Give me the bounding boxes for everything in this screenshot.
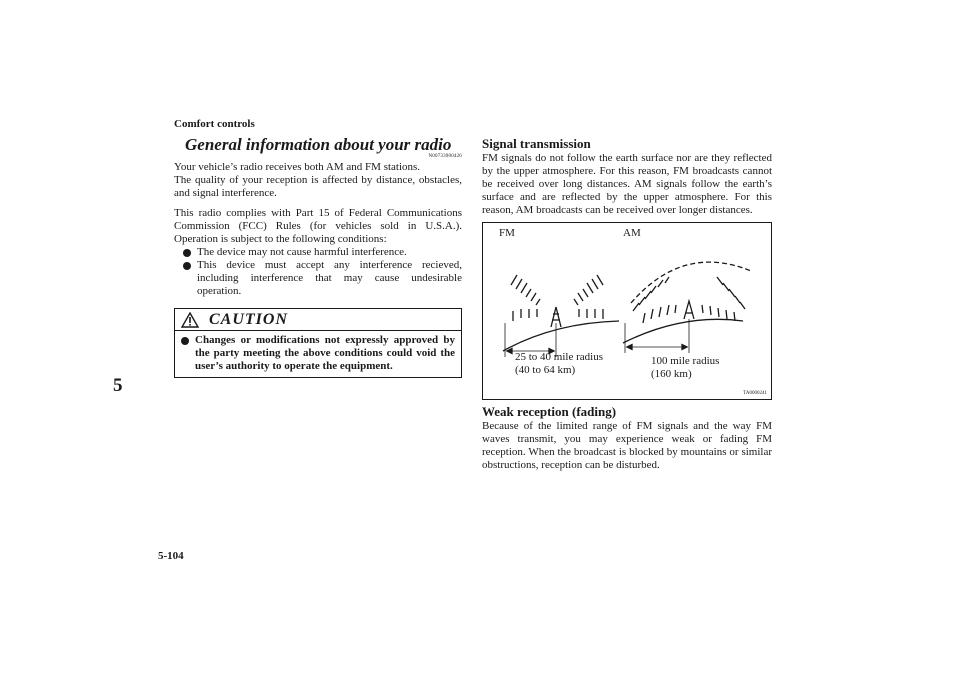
bullet-icon <box>183 249 191 257</box>
weak-reception-heading: Weak reception (fading) <box>482 404 617 419</box>
am-earth-arc <box>623 319 743 343</box>
section-header: Comfort controls <box>174 118 255 130</box>
caution-title: CAUTION <box>209 310 289 328</box>
radio-range-diagram <box>482 222 772 400</box>
am-label: AM <box>623 227 641 239</box>
caution-box <box>174 308 462 378</box>
am-radius-label: 100 mile radius (160 km) <box>651 355 720 380</box>
caution-header <box>175 309 461 331</box>
bullet-icon <box>181 337 189 345</box>
list-item: This device must accept any interference recieved, including interference that may cause undesirable operation. <box>183 259 462 298</box>
conditions-list <box>174 246 462 298</box>
weak-reception-paragraph: Because of the limited range of FM signals and the way FM waves transmit, you may experience weak or fading FM reception. When the broadcast is blocked by mountains or similar obstructions, reception can be disturbed. <box>482 420 772 471</box>
caution-text: Changes or modifications not expressly approved by the party meeting the above conditions could void the user’s authority to operate the equipment. <box>195 334 455 372</box>
caution-body <box>175 331 461 377</box>
bullet-icon <box>183 262 191 270</box>
reference-code: N00733900426 <box>428 154 462 159</box>
am-tower-icon <box>684 301 694 319</box>
fcc-paragraph: This radio complies with Part 15 of Federal Communications Commission (FCC) Rules (for vehicles sold in U.S.A.). Operation is subject to the following conditions: <box>174 207 462 245</box>
signal-paragraph: FM signals do not follow the earth surface nor are they reflected by the upper atmosphere. For this reason, FM broadcasts cannot be received over long distances. AM signals follow the earth’s surface and are reflected by the upper atmosphere. For this reason, AM broadcasts can be received over longer distances. <box>482 152 772 216</box>
intro-paragraph: Your vehicle’s radio receives both AM and FM stations. <box>174 161 421 173</box>
right-column <box>482 136 772 479</box>
signal-heading: Signal transmission <box>482 136 591 151</box>
page-number: 5-104 <box>158 550 184 562</box>
warning-triangle-icon <box>181 312 199 328</box>
fm-label: FM <box>499 227 515 239</box>
reception-paragraph: The quality of your reception is affected by distance, obstacles, and signal interference. <box>174 174 462 199</box>
chapter-tab: 5 <box>113 375 123 396</box>
am-sky-arc <box>631 262 751 303</box>
fm-radius-label: 25 to 40 mile radius (40 to 64 km) <box>515 351 603 376</box>
list-item: The device may not cause harmful interference. <box>183 246 462 259</box>
figure-code: TA0000241 <box>743 391 767 396</box>
page-title: General information about your radio <box>185 135 452 154</box>
left-column <box>174 134 462 378</box>
